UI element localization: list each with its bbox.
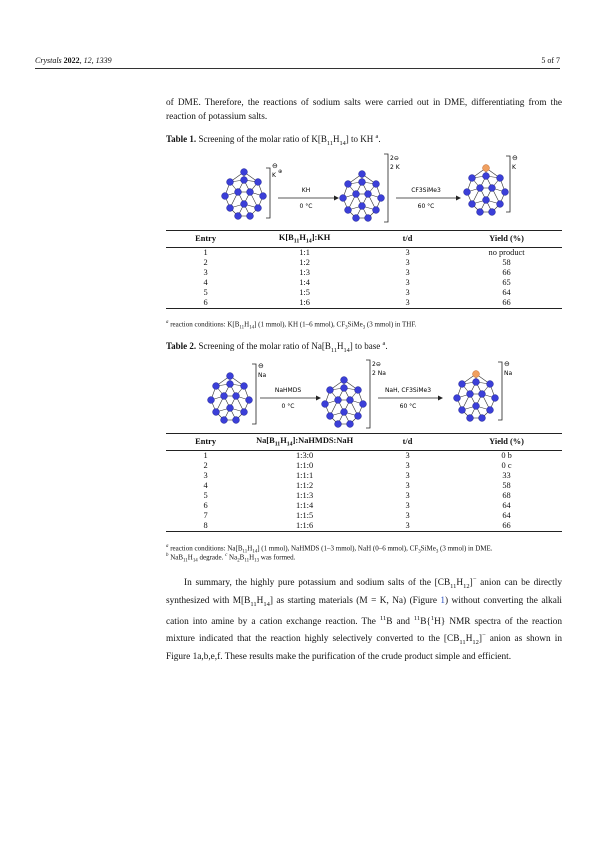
borane-cluster-icon xyxy=(222,169,267,220)
table-cell: 1 xyxy=(203,450,208,460)
boron-atom xyxy=(359,203,366,210)
boron-atom xyxy=(327,387,334,394)
table-cell: 3 xyxy=(405,500,410,510)
table-cell: 68 xyxy=(502,490,511,500)
table2-footnote-2: $^b$ $NaB_{11}H_{14}$ degrade. $^c$ $Na_2B_{11}H_{13}$ was formed. xyxy=(166,553,296,564)
boron-atom xyxy=(459,381,466,388)
table1-counterion-3: K xyxy=(512,164,516,171)
table-row xyxy=(166,471,562,481)
boron-atom xyxy=(373,207,380,214)
boron-atom xyxy=(341,377,348,384)
boron-atom xyxy=(497,201,504,208)
boron-atom xyxy=(233,393,240,400)
svg-text:2⊖: 2⊖ xyxy=(372,361,381,368)
svg-text:2⊖: 2⊖ xyxy=(390,155,399,162)
table-row xyxy=(166,298,562,309)
table-cell: 3 xyxy=(405,480,410,490)
boron-atom xyxy=(227,373,234,380)
table-cell: 66 xyxy=(502,267,511,277)
boron-atom xyxy=(233,417,240,424)
table1-arrow-2 xyxy=(396,187,461,210)
boron-atom xyxy=(373,181,380,188)
table-cell: 3 xyxy=(364,521,451,532)
boron-atom xyxy=(255,205,262,212)
boron-atom xyxy=(492,395,499,402)
table2-anion-bracket xyxy=(252,362,266,424)
summary-paragraph: In summary, the highly pure potassium and sodium salts of the $[CB_{11}H_{12}]^-$ anion can be directly synthesized with $M[B_{11}H_{14}]$ as starting materials (M = K, Na) (Figure 1) without converting the alkali cation into amine by a cation exchange reaction. The $^{11}$B and $^{11}$B{$^1$H} NMR spectra of the reaction mixture indicated that the reaction highly selectively converted to the $[CB_{11}H_{12}]^-$ anion as shown in Figure 1a,b,e,f. These results make the purification of the crude product simple and efficient. xyxy=(166,576,562,662)
table-cell: 1:1:6 xyxy=(245,521,364,532)
boron-atom xyxy=(247,189,254,196)
boron-atom xyxy=(213,409,220,416)
svg-text:⊖: ⊖ xyxy=(504,360,510,368)
table2-header-ratio: $Na[B_{11}H_{14}]:NaHMDS:NaH$ xyxy=(245,434,364,451)
boron-atom xyxy=(341,409,348,416)
table1-counterion-1: K xyxy=(272,172,276,179)
table-cell: 3 xyxy=(405,247,410,257)
table-cell: 1:1:1 xyxy=(295,470,314,480)
table1-condition-2: 60 °C xyxy=(417,203,435,210)
table-row xyxy=(166,288,562,298)
table-row xyxy=(166,450,562,461)
table1-caption xyxy=(166,133,381,147)
boron-atom xyxy=(487,407,494,414)
boron-atom xyxy=(341,385,348,392)
boron-atom xyxy=(347,397,354,404)
table-cell: 1:6 xyxy=(245,298,364,309)
table2-counterion-3: Na xyxy=(504,370,513,377)
table-cell: 2 xyxy=(203,257,208,267)
boron-atom xyxy=(227,405,234,412)
table2-counterion-2: 2 Na xyxy=(372,370,386,377)
table-cell: 0 c xyxy=(501,460,512,470)
table-cell: 58 xyxy=(502,257,511,267)
table-cell: 65 xyxy=(502,277,511,287)
table-row xyxy=(166,521,562,532)
table-cell: 2 xyxy=(203,460,208,470)
table2-header-row xyxy=(166,434,562,451)
boron-atom xyxy=(208,397,215,404)
table1-header-ratio: $K[B_{11}H_{14}]:KH$ xyxy=(245,231,364,248)
boron-atom xyxy=(497,175,504,182)
table2-footnote-1: $^a$ reaction conditions: $Na[B_{11}H_{14}]$ (1 mmol), NaHMDS (1–3 mmol), NaH (0–6 mmol), $CF_3SiMe_3$ (3 mmol) in DME. xyxy=(166,544,493,555)
table-cell: 3 xyxy=(405,257,410,267)
boron-atom xyxy=(359,179,366,186)
table-cell: 6 xyxy=(166,298,245,309)
table1-reagent-2: CF3SiMe3 xyxy=(411,187,441,194)
table2-arrow-1 xyxy=(260,387,321,410)
table2-counterion-1: Na xyxy=(258,372,267,379)
boron-atom xyxy=(345,207,352,214)
boron-atom xyxy=(477,209,484,216)
table-row xyxy=(166,258,562,268)
table-cell: 3 xyxy=(405,460,410,470)
boron-atom xyxy=(489,209,496,216)
table2-condition-2: 60 °C xyxy=(399,403,417,410)
table2-header-entry: Entry xyxy=(166,434,245,451)
boron-atom xyxy=(378,195,385,202)
boron-atom xyxy=(227,205,234,212)
boron-atom xyxy=(347,421,354,428)
table1-arrow-1 xyxy=(278,187,339,210)
boron-atom xyxy=(221,393,228,400)
table-cell: 1:2 xyxy=(299,257,310,267)
borane-cluster-icon xyxy=(340,171,385,222)
table-cell: 66 xyxy=(451,298,562,309)
boron-atom xyxy=(464,189,471,196)
table-cell: 5 xyxy=(203,287,208,297)
boron-atom xyxy=(479,415,486,422)
table-cell: 1:1:3 xyxy=(295,490,314,500)
carbon-atom xyxy=(473,371,480,378)
table-cell: 1:1 xyxy=(299,247,310,257)
boron-atom xyxy=(477,185,484,192)
table-cell: 1:3:0 xyxy=(295,450,314,460)
table2 xyxy=(166,433,562,532)
boron-atom xyxy=(365,215,372,222)
boron-atom xyxy=(227,381,234,388)
boron-atom xyxy=(469,175,476,182)
table-cell: 58 xyxy=(502,480,511,490)
table1-counterion-2: 2 K xyxy=(390,164,400,171)
header-divider xyxy=(35,68,560,69)
boron-atom xyxy=(246,397,253,404)
table1-anion-bracket xyxy=(266,162,282,218)
boron-atom xyxy=(340,195,347,202)
table-cell: 3 xyxy=(405,277,410,287)
table-cell: 66 xyxy=(451,521,562,532)
table2-reagent-1: NaHMDS xyxy=(274,387,302,394)
table-cell: 1:1:0 xyxy=(295,460,314,470)
boron-atom xyxy=(469,201,476,208)
boron-atom xyxy=(247,213,254,220)
boron-atom xyxy=(489,185,496,192)
volume-page: , 12, 1339 xyxy=(79,56,112,65)
intro-paragraph: of DME. Therefore, the reactions of sodium salts were carried out in DME, differentiating from the reaction of potassium salts. xyxy=(166,98,562,122)
table1-header-entry: Entry xyxy=(166,231,245,248)
boron-atom xyxy=(479,391,486,398)
table2-caption-label: Table 2. xyxy=(166,341,197,351)
boron-atom xyxy=(473,403,480,410)
table-cell: 8 xyxy=(166,521,245,532)
carbon-atom xyxy=(483,165,490,172)
boron-atom xyxy=(235,213,242,220)
table1-footnote: $^a$ reaction conditions: $K[B_{11}H_{14}]$ (1 mmol), KH (1–6 mmol), $CF_3SiMe_3$ (3 mmol) in THF. xyxy=(166,320,417,331)
table-cell: 6 xyxy=(203,500,208,510)
table1-reagent-1: KH xyxy=(301,187,311,194)
table2-caption-text: Screening of the molar ratio of $Na[B_{11}H_{14}]$ to base $^a$. xyxy=(198,340,388,354)
table2-dianion-bracket xyxy=(366,360,386,428)
boron-atom xyxy=(355,387,362,394)
table-cell: 1:1:2 xyxy=(295,480,314,490)
table-cell: 3 xyxy=(203,267,208,277)
boron-atom xyxy=(241,201,248,208)
table-cell: 3 xyxy=(364,298,451,309)
boron-atom xyxy=(222,193,229,200)
table-cell: 64 xyxy=(502,500,511,510)
boron-atom xyxy=(467,415,474,422)
table-cell: no product xyxy=(488,247,525,257)
borane-cluster-icon xyxy=(208,373,253,424)
borane-cluster-icon xyxy=(322,377,367,428)
table-cell: 3 xyxy=(405,450,410,460)
svg-text:⊖: ⊖ xyxy=(272,162,278,170)
table-cell: 3 xyxy=(405,287,410,297)
table2-product-bracket xyxy=(498,360,512,420)
table2-reagent-2: NaH, CF3SiMe3 xyxy=(384,387,432,394)
table-cell: 3 xyxy=(405,490,410,500)
boron-atom xyxy=(221,417,228,424)
table2-header-time: t/d xyxy=(364,434,451,451)
table-cell: 1:1:5 xyxy=(295,510,314,520)
boron-atom xyxy=(359,171,366,178)
table-cell: 3 xyxy=(203,470,208,480)
boron-atom xyxy=(335,421,342,428)
boron-atom xyxy=(365,191,372,198)
boron-atom xyxy=(483,173,490,180)
boron-atom xyxy=(213,383,220,390)
boron-atom xyxy=(502,189,509,196)
table-row xyxy=(166,491,562,501)
table-cell: 1 xyxy=(203,247,208,257)
running-header-citation xyxy=(35,56,112,65)
table-cell: 3 xyxy=(405,510,410,520)
boron-atom xyxy=(241,177,248,184)
table-cell: 1:5 xyxy=(299,287,310,297)
boron-atom xyxy=(322,401,329,408)
carborane-cluster-icon xyxy=(464,165,509,216)
table1-caption-text: Screening of the molar ratio of $K[B_{11}H_{14}]$ to KH $^a$. xyxy=(198,133,381,147)
table-cell: 4 xyxy=(203,277,208,287)
table1 xyxy=(166,230,562,309)
carborane-cluster-icon xyxy=(454,371,499,422)
journal-year: 2022 xyxy=(63,56,80,65)
boron-atom xyxy=(345,181,352,188)
boron-atom xyxy=(467,391,474,398)
boron-atom xyxy=(235,189,242,196)
table-cell: 64 xyxy=(502,287,511,297)
page-number: 5 of 7 xyxy=(541,56,560,65)
table-row xyxy=(166,501,562,511)
boron-atom xyxy=(473,379,480,386)
boron-atom xyxy=(487,381,494,388)
boron-atom xyxy=(483,197,490,204)
boron-atom xyxy=(241,169,248,176)
table1-caption-label: Table 1. xyxy=(166,134,197,144)
table-cell: 1:4 xyxy=(299,277,310,287)
table-cell: 5 xyxy=(203,490,208,500)
table-row xyxy=(166,461,562,471)
boron-atom xyxy=(355,413,362,420)
svg-text:⊕: ⊕ xyxy=(278,169,283,175)
boron-atom xyxy=(260,193,267,200)
table1-header-yield: Yield (%) xyxy=(451,231,562,248)
boron-atom xyxy=(227,179,234,186)
boron-atom xyxy=(353,191,360,198)
svg-text:⊖: ⊖ xyxy=(512,154,518,162)
table1-header-row xyxy=(166,231,562,248)
table2-condition-1: 0 °C xyxy=(281,403,295,410)
table1-condition-1: 0 °C xyxy=(299,203,313,210)
table2-reaction-scheme xyxy=(166,358,562,433)
table1-header-time: t/d xyxy=(364,231,451,248)
boron-atom xyxy=(241,383,248,390)
table-cell: 0 b xyxy=(501,450,512,460)
table1-dianion-bracket xyxy=(384,154,401,222)
table-row xyxy=(166,511,562,521)
table-cell: 3 xyxy=(405,470,410,480)
boron-atom xyxy=(360,401,367,408)
boron-atom xyxy=(255,179,262,186)
table2-caption xyxy=(166,340,388,354)
boron-atom xyxy=(459,407,466,414)
table-cell: 7 xyxy=(203,510,208,520)
table-row xyxy=(166,247,562,258)
table-row xyxy=(166,278,562,288)
boron-atom xyxy=(353,215,360,222)
table-cell: 1:3 xyxy=(299,267,310,277)
boron-atom xyxy=(335,397,342,404)
svg-text:⊖: ⊖ xyxy=(258,362,264,370)
boron-atom xyxy=(327,413,334,420)
table-cell: 33 xyxy=(502,470,511,480)
table-row xyxy=(166,268,562,278)
table-cell: 64 xyxy=(502,510,511,520)
table2-arrow-2 xyxy=(378,387,443,410)
table1-product-bracket xyxy=(506,154,518,212)
table-cell: 3 xyxy=(405,267,410,277)
boron-atom xyxy=(241,409,248,416)
table1-reaction-scheme xyxy=(166,152,562,227)
table-row xyxy=(166,481,562,491)
table-cell: 1:1:4 xyxy=(295,500,314,510)
table-cell: 4 xyxy=(203,480,208,490)
journal-name: Crystals xyxy=(35,56,62,65)
boron-atom xyxy=(454,395,461,402)
table2-header-yield: Yield (%) xyxy=(451,434,562,451)
